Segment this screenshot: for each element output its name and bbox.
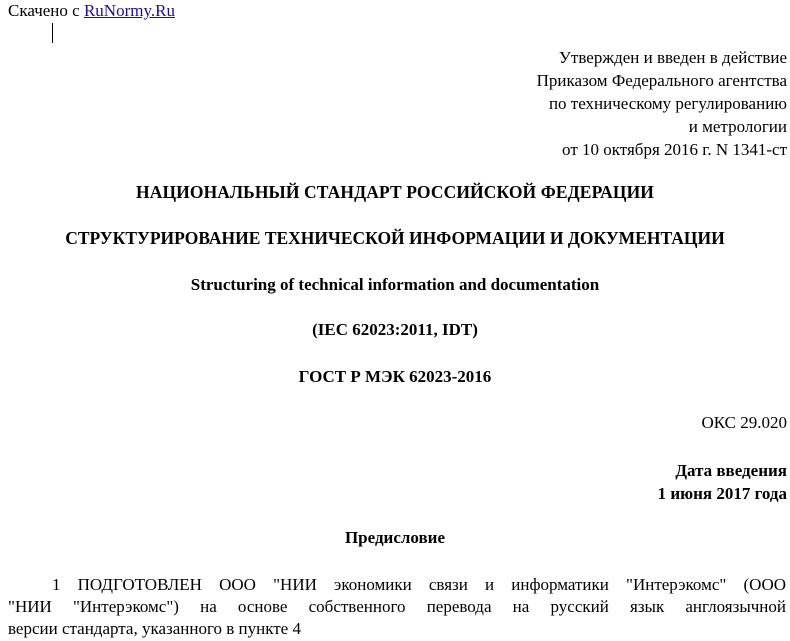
source-link[interactable]: RuNormy.Ru: [83, 1, 175, 20]
approval-line: Приказом Федерального агентства: [536, 71, 787, 90]
paragraph-line: 1 ПОДГОТОВЛЕН ООО "НИИ экономики связи и информатики "Интерэкомс" (ООО: [52, 575, 786, 594]
english-title: Structuring of technical information and documentation: [190, 275, 600, 294]
paragraph-line: "НИИ "Интерэкомс") на основе собственного перевода на русский язык англоязычной: [8, 597, 786, 616]
introduction-date: [658, 459, 787, 505]
paragraph-line: версии стандарта, указанного в пункте 4: [8, 619, 301, 638]
approval-line: от 10 октября 2016 г. N 1341-ст: [562, 140, 787, 159]
preface-paragraph: [8, 574, 786, 640]
preface-heading: Предисловие: [344, 528, 446, 547]
approval-line: по техническому регулированию: [548, 94, 787, 113]
iec-reference: (IEC 62023:2011, IDT): [312, 320, 478, 339]
document-title: СТРУКТУРИРОВАНИЕ ТЕХНИЧЕСКОЙ ИНФОРМАЦИИ И ДОКУМЕНТАЦИИ: [65, 228, 725, 248]
source-prefix: Скачено с: [8, 1, 80, 20]
source-line: [8, 1, 175, 21]
approval-line: и метрологии: [688, 117, 787, 136]
gost-code: ГОСТ Р МЭК 62023-2016: [298, 367, 492, 386]
approval-block: [537, 46, 787, 161]
oks-code: ОКС 29.020: [701, 413, 787, 432]
introduction-date-value: 1 июня 2017 года: [657, 484, 787, 503]
introduction-date-label: Дата введения: [675, 461, 787, 480]
approval-line: Утвержден и введен в действие: [558, 48, 787, 67]
standard-title: НАЦИОНАЛЬНЫЙ СТАНДАРТ РОССИЙСКОЙ ФЕДЕРАЦИИ: [136, 182, 654, 202]
text-cursor: [52, 23, 53, 43]
